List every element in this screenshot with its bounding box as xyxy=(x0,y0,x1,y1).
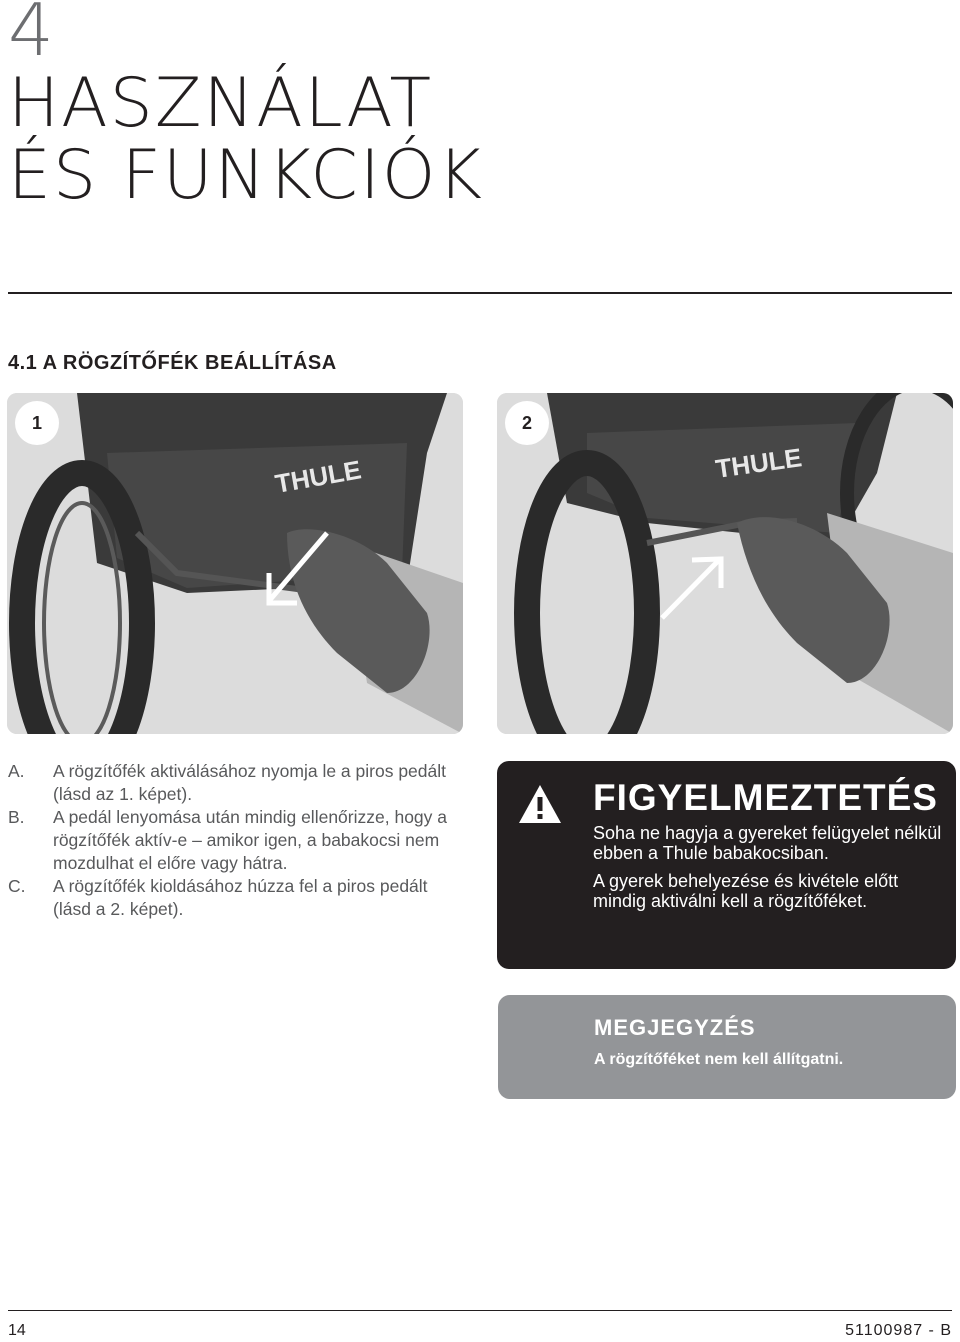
warning-title: FIGYELMEZTETÉS xyxy=(593,777,938,818)
note-text: A rögzítőféket nem kell állítgatni. xyxy=(594,1051,844,1068)
step-text: A rögzítőfék aktiválásához nyomja le a piros pedált (lásd az 1. képet). xyxy=(53,761,446,804)
chapter-number: 4 xyxy=(8,0,54,72)
figure-1-brand: THULE xyxy=(272,454,364,499)
step-text: A rögzítőfék kioldásához húzza fel a piros pedált (lásd a 2. képet). xyxy=(53,876,428,919)
step-letter: B. xyxy=(8,807,25,827)
figure-1-photo xyxy=(7,393,463,734)
warning-paragraph: A gyerek behelyezése és kivétele előtt mindig aktiválni kell a rögzítőféket. xyxy=(593,871,899,911)
step-letter: C. xyxy=(8,876,26,896)
figure-2-brand: THULE xyxy=(713,442,804,484)
warning-body xyxy=(593,823,943,919)
warning-triangle-icon xyxy=(517,783,563,825)
step-c xyxy=(8,875,458,921)
instruction-steps xyxy=(8,760,458,921)
chapter-title-line-1: HASZNÁLAT xyxy=(8,64,434,143)
figure-2-photo xyxy=(497,393,953,734)
figure-2-number: 2 xyxy=(505,401,549,445)
document-code: 51100987 - B xyxy=(845,1322,952,1339)
note-box xyxy=(498,995,956,1099)
footer-divider xyxy=(8,1310,952,1311)
section-title: 4.1 A RÖGZÍTŐFÉK BEÁLLÍTÁSA xyxy=(8,352,337,374)
figure-1-number: 1 xyxy=(15,401,59,445)
step-b xyxy=(8,806,458,875)
chapter-title-line-2: ÉS FUNKCIÓK xyxy=(8,136,485,215)
chapter-divider xyxy=(8,292,952,294)
note-title: MEGJEGYZÉS xyxy=(594,1015,756,1040)
chapter-title xyxy=(8,64,948,215)
step-text: A pedál lenyomása után mindig ellenőrizze, hogy a rögzítőfék aktív-e – amikor igen, a babakocsi nem mozdulhat el előre vagy hátra. xyxy=(53,807,447,873)
step-letter: A. xyxy=(8,761,25,781)
page-number: 14 xyxy=(8,1322,26,1339)
figure-1 xyxy=(7,393,463,734)
warning-paragraph: Soha ne hagyja a gyereket felügyelet nélkül ebben a Thule babakocsiban. xyxy=(593,823,942,863)
step-a xyxy=(8,760,458,806)
figure-2 xyxy=(497,393,953,734)
warning-box xyxy=(497,761,956,969)
